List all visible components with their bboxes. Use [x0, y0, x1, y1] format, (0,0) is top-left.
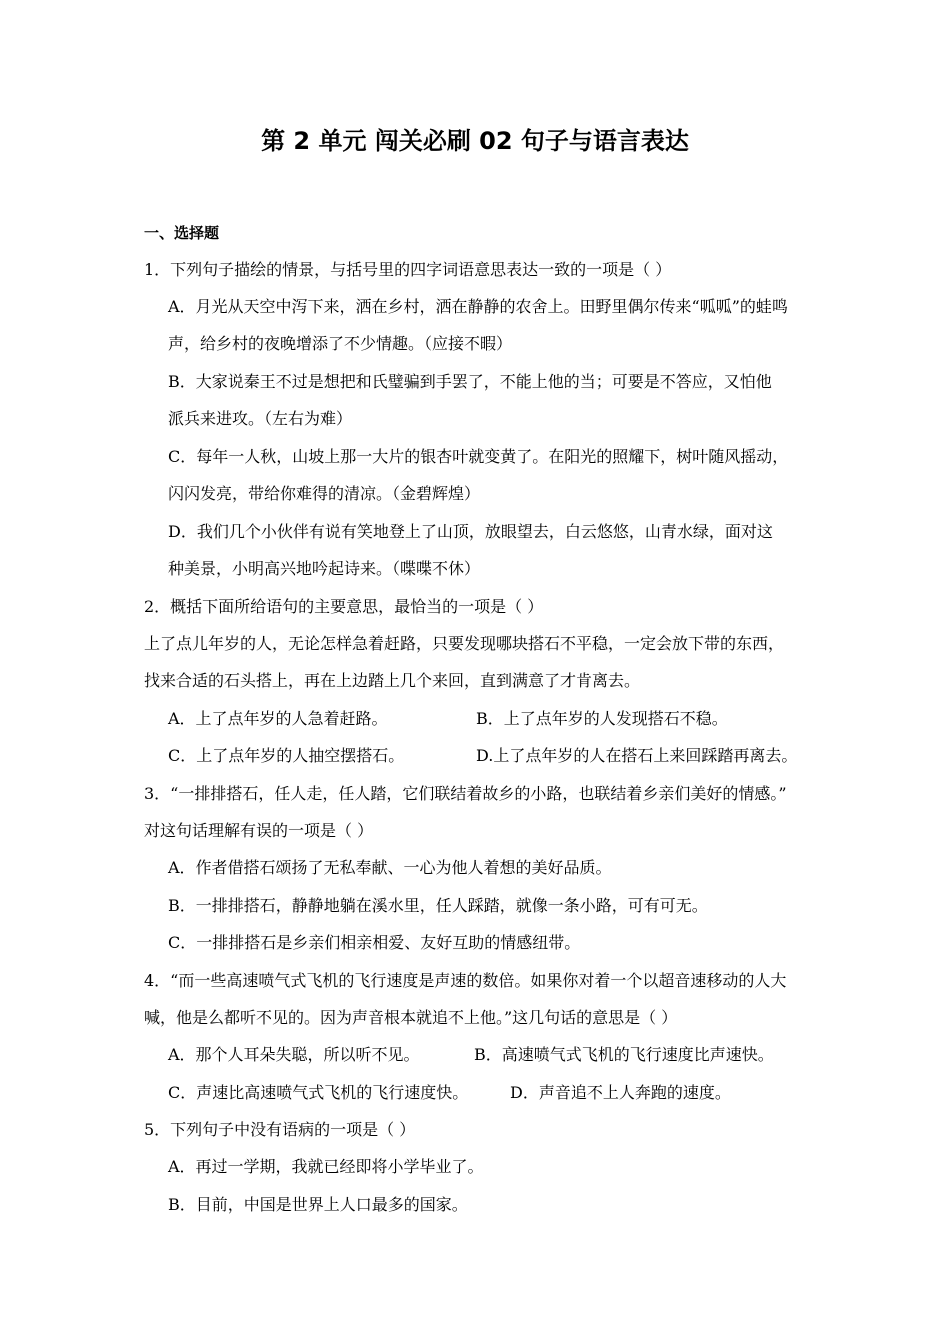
question-3-option-b: B．一排排搭石，静静地躺在溪水里，任人踩踏，就像一条小路，可有可无。	[168, 896, 708, 915]
section-heading: 一、选择题	[144, 224, 220, 242]
question-1-option-a: A．月光从天空中泻下来，洒在乡村，洒在静静的农舍上。田野里偶尔传来“呱呱”的蛙鸣	[168, 297, 788, 316]
question-1-option-c: C．每年一人秋，山坡上那一大片的银杏叶就变黄了。在阳光的照耀下，树叶随风摇动，	[168, 447, 789, 466]
question-1-option-b-cont: 派兵来进攻。（左右为难）	[168, 409, 353, 428]
question-2-option-d: D.上了点年岁的人在搭石上来回踩踏再离去。	[476, 746, 798, 765]
question-2-passage-line-1: 上了点儿年岁的人，无论怎样急着赶路，只要发现哪块搭石不平稳，一定会放下带的东西，	[144, 634, 785, 653]
question-3-stem-cont: 对这句话理解有误的一项是（ ）	[144, 821, 374, 840]
question-2-stem: 2．概括下面所给语句的主要意思，最恰当的一项是（ ）	[144, 597, 544, 616]
question-1-option-d: D．我们几个小伙伴有说有笑地登上了山顶，放眼望去，白云悠悠，山青水绿，面对这	[168, 522, 773, 541]
page-title: 第 2 单元 闯关必刷 02 句子与语言表达	[261, 127, 689, 155]
question-4-stem: 4．“而一些高速喷气式飞机的飞行速度是声速的数倍。如果你对着一个以超音速移动的人大	[144, 971, 787, 990]
question-5-stem: 5．下列句子中没有语病的一项是（ ）	[144, 1120, 416, 1139]
question-2-option-a: A．上了点年岁的人急着赶路。	[168, 709, 388, 728]
question-1-option-b: B．大家说秦王不过是想把和氏璧骗到手罢了，不能上他的当；可要是不答应，又怕他	[168, 372, 772, 391]
question-1-option-c-cont: 闪闪发亮，带给你难得的清凉。（金碧辉煌）	[168, 484, 481, 503]
question-3-option-c: C．一排排搭石是乡亲们相亲相爱、友好互助的情感纽带。	[168, 933, 581, 952]
question-4-option-c: C．声速比高速喷气式飞机的飞行速度快。	[168, 1083, 469, 1102]
question-1-option-d-cont: 种美景，小明高兴地吟起诗来。（喋喋不休）	[168, 559, 481, 578]
question-2-option-b: B．上了点年岁的人发现搭石不稳。	[476, 709, 728, 728]
question-1-option-a-cont: 声，给乡村的夜晚增添了不少情趣。（应接不暇）	[168, 334, 513, 353]
question-4-stem-cont: 喊，他是么都听不见的。因为声音根本就追不上他。”这几句话的意思是（ ）	[144, 1008, 678, 1027]
question-5-option-b: B．目前，中国是世界上人口最多的国家。	[168, 1195, 468, 1214]
question-4-option-b: B．高速喷气式飞机的飞行速度比声速快。	[474, 1045, 774, 1064]
question-1-stem: 1．下列句子描绘的情景，与括号里的四字词语意思表达一致的一项是（ ）	[144, 260, 672, 279]
question-2-passage-line-2: 找来合适的石头搭上，再在上边踏上几个来回，直到满意了才肯离去。	[144, 671, 641, 690]
question-4-option-d: D．声音追不上人奔跑的速度。	[510, 1083, 731, 1102]
question-2-option-c: C．上了点年岁的人抽空摆搭石。	[168, 746, 405, 765]
question-5-option-a: A．再过一学期，我就已经即将小学毕业了。	[168, 1157, 484, 1176]
question-3-stem: 3．“一排排搭石，任人走，任人踏，它们联结着故乡的小路，也联结着乡亲们美好的情感。”	[144, 784, 787, 803]
question-3-option-a: A．作者借搭石颂扬了无私奉献、一心为他人着想的美好品质。	[168, 858, 612, 877]
question-4-option-a: A．那个人耳朵失聪，所以听不见。	[168, 1045, 420, 1064]
